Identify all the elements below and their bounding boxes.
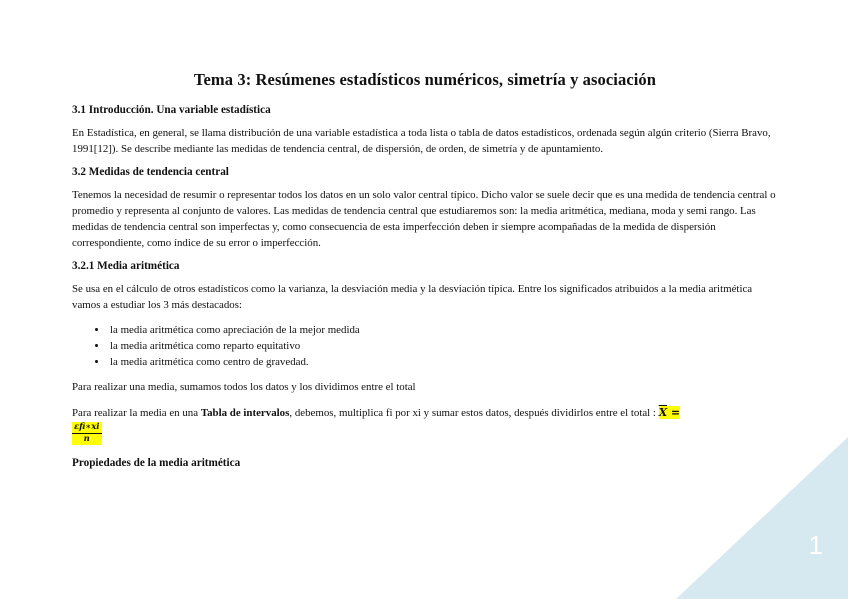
formula-denominator: n [83, 434, 90, 444]
equals-sign: = [667, 406, 681, 419]
introduction-paragraph: En Estadística, en general, se llama distribución de una variable estadística a toda lista o tabla de datos estadísticos, ordenada según algún criterio (Sierra Bravo, 1991[12]). Se describe mediante las medidas de tendencia central, de dispersión, de orden, de simetría y de apuntamiento. [72, 127, 771, 155]
interval-text-bold: Tabla de intervalos [200, 407, 290, 419]
page-number: 1 [808, 530, 823, 560]
interval-text-after: , debemos, multiplica fi por xi y sumar estos datos, después dividirlos entre el total : [289, 407, 659, 419]
interval-table-paragraph [72, 404, 778, 445]
x-bar-symbol: $\overline{X}$ [658, 406, 668, 419]
corner-triangle-shape [676, 437, 848, 599]
section-heading-introduction: 3.1 Introducción. Una variable estadística [72, 104, 271, 116]
list-item: • la media aritmética como reparto equitativo [108, 338, 778, 354]
list-item: • la media aritmética como centro de gravedad. [108, 354, 778, 370]
corner-triangle-decoration [676, 437, 848, 599]
mean-formula-fraction [72, 422, 102, 445]
document-title: Tema 3: Resúmenes estadísticos numéricos, simetría y asociación [193, 70, 657, 89]
document-content [72, 70, 778, 478]
list-item: • la media aritmética como apreciación de la mejor medida [108, 322, 778, 338]
mean-formula-lhs [659, 406, 680, 419]
section-heading-central-tendency: 3.2 Medidas de tendencia central [72, 166, 229, 178]
sum-data-paragraph: Para realizar una media, sumamos todos los datos y los dividimos entre el total [72, 381, 416, 393]
section-heading-arithmetic-mean: 3.2.1 Media aritmética [72, 260, 180, 272]
mean-meanings-list [72, 322, 778, 370]
interval-text-before: Para realizar la media en una [72, 407, 201, 419]
properties-heading: Propiedades de la media aritmética [72, 457, 241, 469]
arithmetic-mean-paragraph: Se usa en el cálculo de otros estadísticos como la varianza, la desviación media y la desviación típica. Entre los significados atribuidos a la media aritmética vamos a estudiar los 3 más destacados: [72, 283, 753, 311]
formula-numerator: εfi∗xi [74, 422, 100, 432]
central-tendency-paragraph: Tenemos la necesidad de resumir o representar todos los datos en un solo valor central típico. Dicho valor se suele decir que es una medida de tendencia central o promedio y representa al conjunto de valores. Las medidas de tendencia central que estudiaremos son: la media aritmética, mediana, moda y semi rango. Las medidas de tendencia central son imperfectas y, como consecuencia de esta imperfección deben ir siempre acompañadas de la medida de dispersión correspondiente, como índice de su error o imperfección. [72, 189, 776, 249]
